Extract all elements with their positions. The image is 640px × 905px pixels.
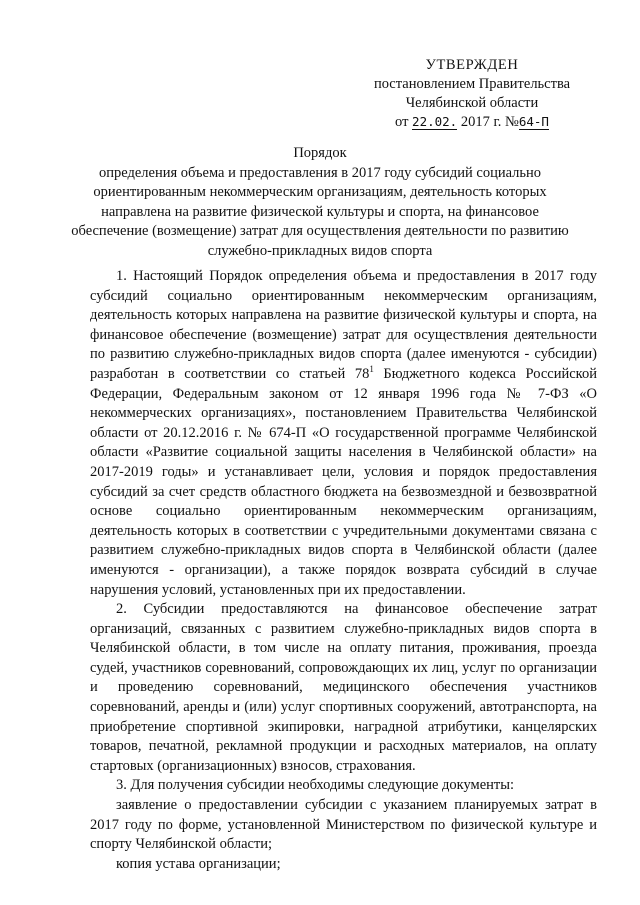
approval-title: УТВЕРЖДЕН <box>425 57 519 73</box>
paragraph-1 <box>90 267 597 600</box>
approval-line-2: Челябинской области <box>405 95 539 111</box>
title-line-2: ориентированным некоммерческим организациям, деятельность которых <box>93 184 547 200</box>
document-title <box>70 144 570 261</box>
document-body <box>90 267 597 874</box>
paragraph-1-part-b: Бюджетного кодекса Российской Федерации, Федеральным законом от 12 января 1996 года № 7-ФЗ «О некоммерческих организациях», постановлением Правительства Челябинской области от 20.12.2016 г. № 674-П «О государственной программе Челябинской области «Развитие социальной защиты населения в Челябинской области» на 2017-2019 годы» и устанавливает цели, условия и порядок предоставления субсидий за счет средств областного бюджета на безвозмездной и безвозвратной основе социально ориентированным некоммерческим организациям, деятельность которых в соответствии с учредительными документами связана с развитием служебно-прикладных видов спорта в Челябинской области (далее именуются - организации), а также порядок возврата субсидий в случае нарушения условий, установленных при их предоставлении. <box>90 365 597 598</box>
approval-date-line <box>362 113 582 132</box>
title-line-1: определения объема и предоставления в 2017 году субсидий социально <box>98 164 542 181</box>
paragraph-2: 2. Субсидии предоставляются на финансовое обеспечение затрат организаций, связанных с развитием служебно-прикладных видов спорта в Челябинской области, в том числе на оплату питания, проживания, проезда судей, участников соревнований, сопровождающих их лиц, услуг по организации и проведению соревнований, медицинского обеспечения участников соревнований, аренды и (или) услуг спортивных сооружений, автотранспорта, на приобретение спортивной экипировки, наградной атрибутики, канцелярских товаров, печатной, рекламной продукции и расходных материалов, на оплату стартовых (организационных) взносов, страхования. <box>90 601 597 774</box>
paragraph-3: 3. Для получения субсидии необходимы следующие документы: <box>116 777 515 794</box>
paragraph-5: копия устава организации; <box>116 855 281 872</box>
title-heading: Порядок <box>293 145 347 161</box>
title-line-4: обеспечение (возмещение) затрат для осуществления деятельности по развитию <box>71 223 569 239</box>
paragraph-1-part-a: 1. Настоящий Порядок определения объема и предоставления в 2017 году субсидий социально ориентированным некоммерческим организациям, деятельность которых направлена на развитие физической культуры и спорта, на финансовое обеспечение (возмещение) затрат для осуществления деятельности по развитию служебно-прикладных видов спорта (далее именуются - субсидии) разработан в соответствии со статьей 78 <box>90 268 597 382</box>
approval-prefix: от <box>395 114 409 130</box>
approval-stamp <box>362 56 582 132</box>
title-line-5: служебно-прикладных видов спорта <box>207 242 433 259</box>
approval-number: 64-П <box>518 114 549 129</box>
approval-year: 2017 г. № <box>460 114 519 130</box>
article-superscript: 1 <box>369 364 374 375</box>
approval-date: 22.02. <box>412 114 458 129</box>
approval-line-1: постановлением Правительства <box>373 76 571 92</box>
paragraph-4: заявление о предоставлении субсидии с указанием планируемых затрат в 2017 году по форме, установленной Министерством по физической культуре и спорту Челябинской области; <box>90 797 597 853</box>
title-line-3: направлена на развитие физической культуры и спорта, на финансовое <box>101 203 539 220</box>
